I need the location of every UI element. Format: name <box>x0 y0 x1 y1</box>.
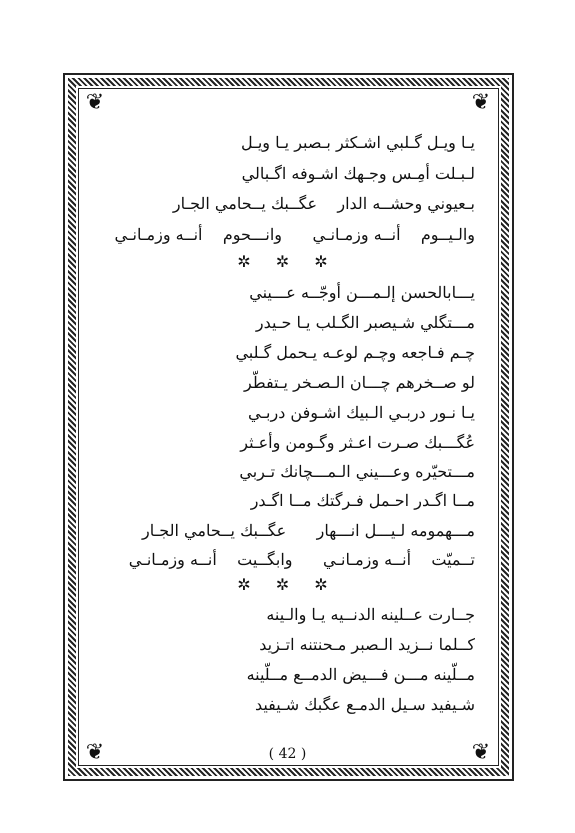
poem-line: يـا ويـل گـلبي اشـكثر بـصبر يـا ويـل <box>241 133 475 152</box>
poem-line: چـم فـاجعه وچـم لوعـه يـحمل گـلبي <box>235 343 475 362</box>
poem-line: بـعيوني وحشــه الدار عگــبك يــحامي الجـار <box>172 194 475 213</box>
page-number: ( 42 ) <box>268 746 307 762</box>
poem-line: يـــابالحسن إلـمـــن أوجّــه عـــيني <box>249 283 475 302</box>
poem-line: لـبـلت أمِـس وجـهك اشـوفه اگـبالي <box>241 164 475 183</box>
section-divider-stars: ✲ ✲ ✲ <box>237 575 338 594</box>
poem-line: جــارت عــلينه الدنــيه يـا والـينه <box>266 605 475 624</box>
poem-line: لو صــخرهم چـــان الـصـخر يـتفطّر <box>243 373 475 392</box>
poem-line: والـيــوم أنــه وزمـانـي وانـــحوم أنــه وزمـانـي <box>114 225 475 244</box>
corner-ornament-icon: ❦ <box>471 90 491 115</box>
poem-line: شـيفيد سـيل الدمـع عگبك شـيفيد <box>254 695 475 714</box>
corner-ornament-icon: ❦ <box>471 740 491 765</box>
poem-line: تــميّت أنــه وزمـانـي وابگــيت أنــه وزمـانـي <box>128 550 475 569</box>
section-divider-stars: ✲ ✲ ✲ <box>237 252 338 271</box>
poem-line: مــلّينه مـــن فـــيض الدمــع مــلّينه <box>246 665 475 684</box>
poem-line: مــا اگـدر احـمل فـرگتك مــا اگـدر <box>250 491 475 510</box>
poem-line: كــلما نــزيد الـصبر مـحنتنه اتـزيد <box>259 635 475 654</box>
poem-line: مـــتگلي شـيصبر الگـلب يـا حـيدر <box>255 313 475 332</box>
poem-line: مـــتحيّره وعـــيني الـمـــچانك تـربي <box>239 462 475 481</box>
corner-ornament-icon: ❦ <box>85 740 105 765</box>
poem-line: عُگـــبك صـرت اعـثر وگـومن وأعـثر <box>240 433 475 452</box>
poem-line: يـا نـور دربـي الـبيك اشـوفن دربـي <box>247 403 475 422</box>
poem-line: مـــهمومه لـيـــل انـــهار عگــبك يــحامي الجـار <box>142 521 475 540</box>
corner-ornament-icon: ❦ <box>85 90 105 115</box>
